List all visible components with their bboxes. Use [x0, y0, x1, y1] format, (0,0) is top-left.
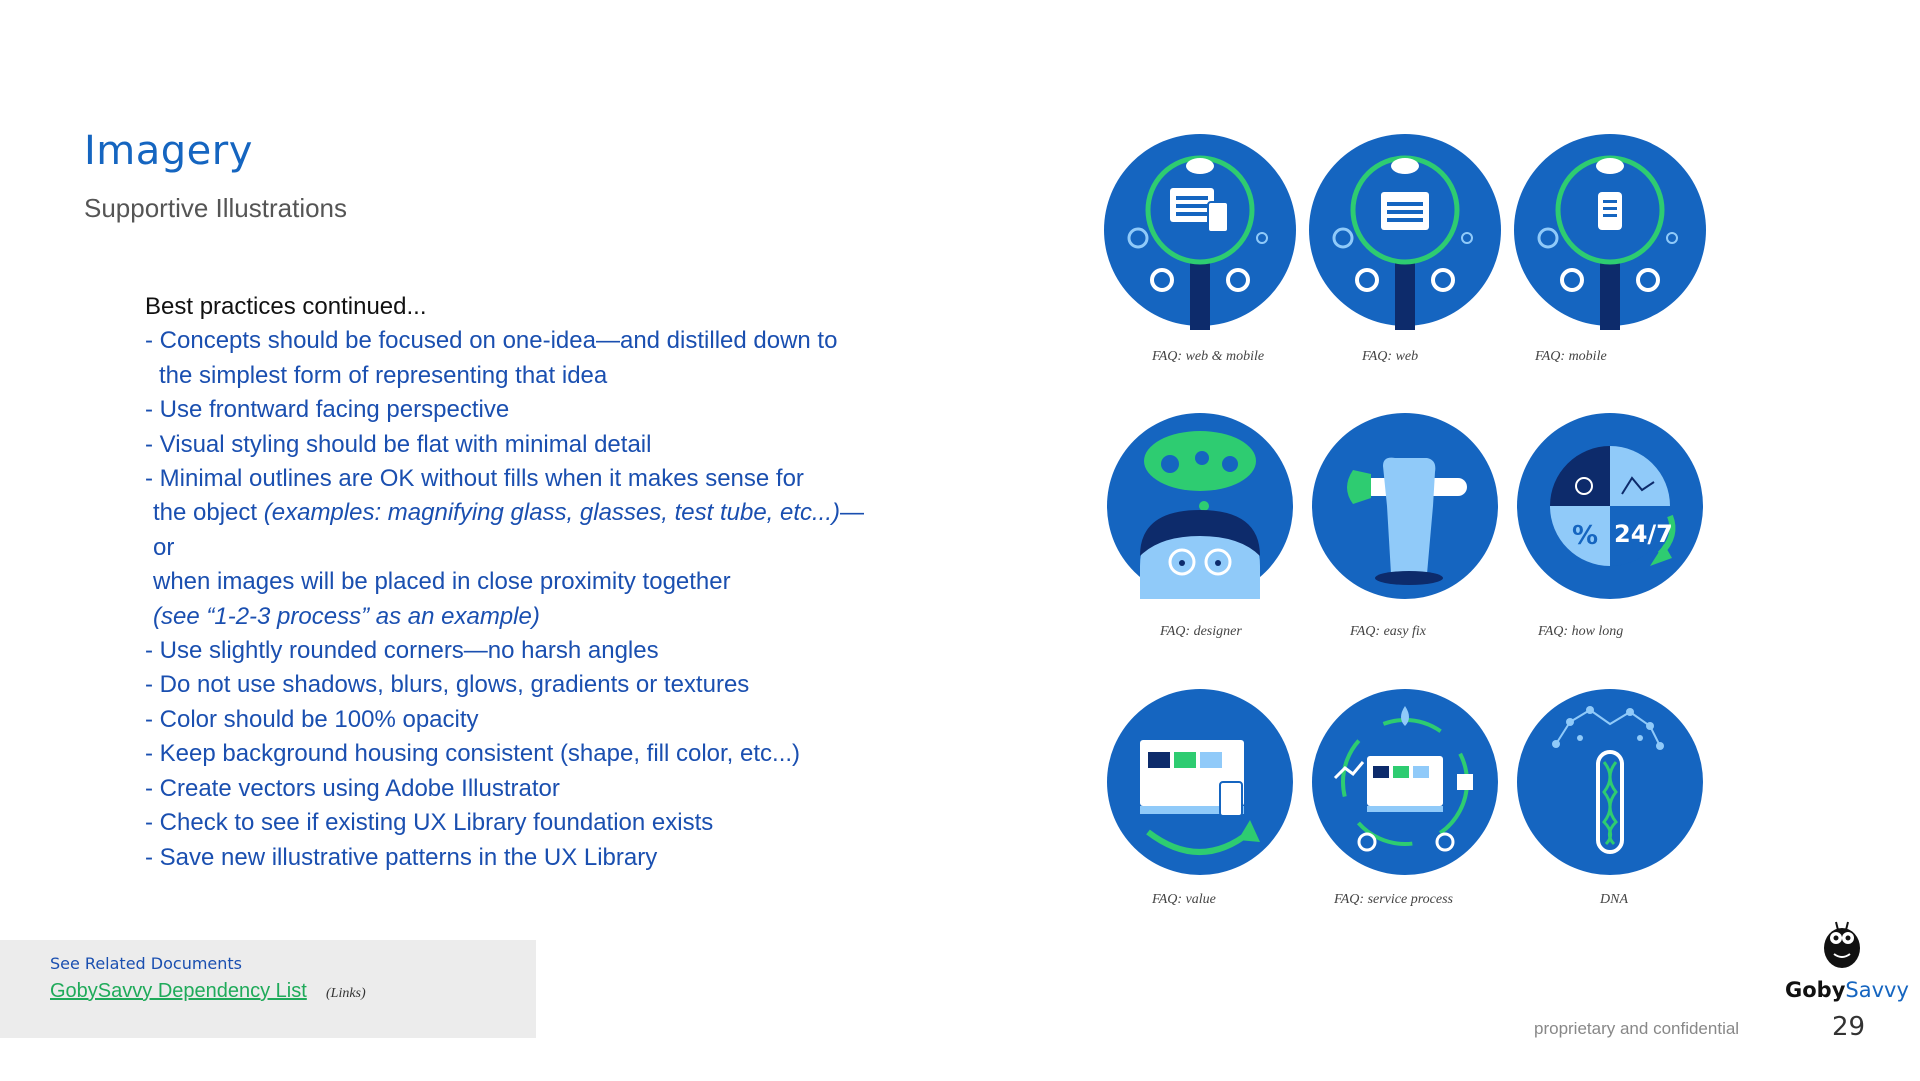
service-process-icon — [1305, 682, 1505, 882]
dependency-list-link[interactable]: GobySavvy Dependency List — [50, 980, 307, 1002]
list-item: - Color should be 100% opacity — [145, 705, 479, 733]
list-item: the simplest form of representing that idea — [159, 361, 608, 389]
list-item: - Concepts should be focused on one-idea—and distilled down to — [145, 327, 838, 355]
list-item-examples: (examples: magnifying glass, glasses, test tube, etc...) — [263, 499, 841, 527]
list-item: - Visual styling should be flat with minimal detail — [145, 430, 652, 458]
list-item: - Use frontward facing perspective — [145, 396, 510, 424]
brand-wordmark-part1: Goby — [1785, 978, 1846, 1002]
confidential-notice: proprietary and confidential — [1534, 1019, 1740, 1038]
caption-web: FAQ: web — [1362, 349, 1419, 364]
caption-service-process: FAQ: service process — [1334, 892, 1453, 907]
list-item: - Keep background housing consistent (shape, fill color, etc...) — [145, 740, 801, 768]
caption-dna: DNA — [1600, 892, 1628, 907]
related-documents-panel — [0, 940, 536, 1038]
page-subtitle: Supportive Illustrations — [84, 193, 348, 223]
list-item: (see “1-2-3 process” as an example) — [153, 602, 540, 630]
hours-label: 24/7 — [1614, 520, 1673, 548]
dna-test-tube-icon — [1510, 682, 1710, 882]
list-item-text: the object — [153, 499, 264, 527]
list-item: - Create vectors using Adobe Illustrator — [145, 774, 560, 802]
value-monitor-icon — [1100, 682, 1300, 882]
list-item — [145, 496, 865, 565]
web-mobile-magnifier-icon — [1100, 130, 1300, 330]
list-item: - Check to see if existing UX Library foundation exists — [145, 809, 714, 837]
list-item: - Minimal outlines are OK without fills when it makes sense for — [145, 465, 804, 493]
list-item: when images will be placed in close proximity together — [153, 568, 731, 596]
percent-label: % — [1572, 521, 1599, 551]
easy-fix-wrench-icon — [1305, 406, 1505, 606]
caption-how-long: FAQ: how long — [1538, 624, 1624, 639]
caption-value: FAQ: value — [1152, 892, 1216, 907]
illustration-grid — [1100, 130, 1740, 930]
mobile-magnifier-icon — [1510, 130, 1710, 330]
goby-fish-logo-icon — [1816, 916, 1868, 976]
links-note: (Links) — [326, 986, 366, 1001]
list-item: - Use slightly rounded corners—no harsh angles — [145, 637, 659, 665]
web-magnifier-icon — [1305, 130, 1505, 330]
caption-designer: FAQ: designer — [1160, 624, 1242, 639]
list-item: - Save new illustrative patterns in the UX Library — [145, 843, 658, 871]
related-documents-label: See Related Documents — [50, 954, 243, 973]
designer-icon — [1100, 406, 1300, 606]
caption-easy-fix: FAQ: easy fix — [1350, 624, 1426, 639]
page-title: Imagery — [84, 128, 253, 174]
best-practices-list — [145, 290, 865, 875]
caption-mobile: FAQ: mobile — [1535, 349, 1607, 364]
best-practices-heading: Best practices continued... — [145, 293, 427, 320]
caption-web-mobile: FAQ: web & mobile — [1152, 349, 1265, 364]
how-long-clock-chart-icon — [1510, 406, 1710, 606]
brand-wordmark — [1785, 978, 1909, 1002]
list-item-text: —or — [153, 499, 865, 561]
brand-wordmark-part2: Savvy — [1845, 978, 1909, 1002]
page-number: 29 — [1832, 1012, 1866, 1042]
list-item: - Do not use shadows, blurs, glows, gradients or textures — [145, 671, 750, 699]
